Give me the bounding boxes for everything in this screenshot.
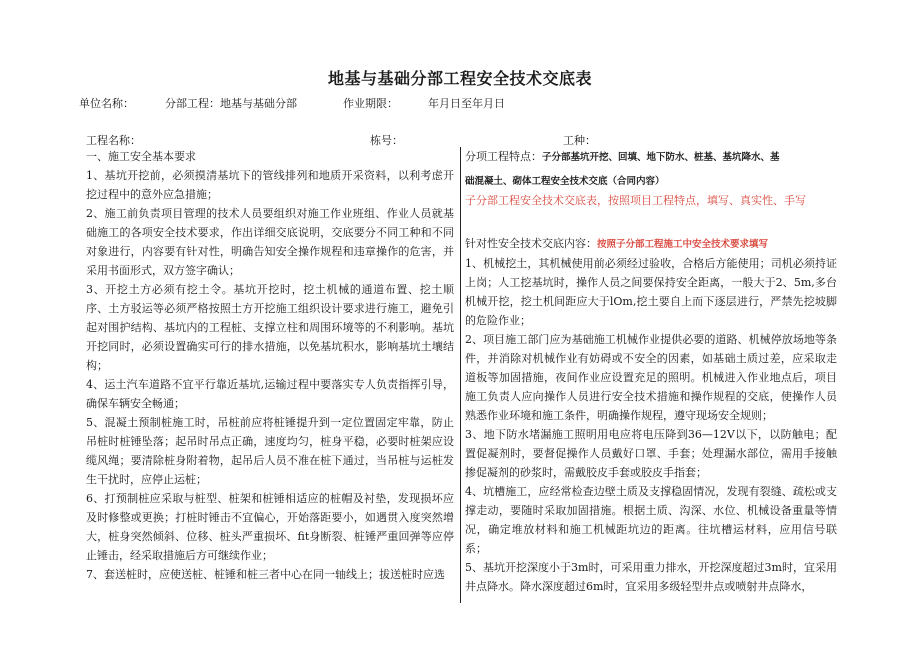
feature-text-1: 子分部基坑开挖、回填、地下防水、桩基、基坑降水、基 (542, 152, 780, 163)
left-paragraph: 6、打预制桩应采取与桩型、桩架和桩锤相适应的桩帽及衬垫，发现损坏应及时修整或更换；打桩时锤击不宜偏心，开始落距要小，如遇贯入度突然增大，桩身突然倾斜、位移、桩头严重损坏、fit身断裂、桩锤严重回弹等应停止锤击，经采取措施后方可继续作业； (86, 492, 454, 562)
section-title: 一、施工安全基本要求 (86, 150, 196, 163)
left-paragraph: 4、运土汽车道路不宜平行靠近基坑,运输过程中要落实专人负责指挥引导，确保车辆安全畅通； (86, 378, 454, 410)
sub-project-label: 分部工程：地基与基础分部 (165, 97, 297, 110)
period-value: 年月日至年月日 (428, 97, 505, 110)
right-paragraph: 4、坑槽施工，应经常检查边壁土质及支撑稳固情况，发现有裂缝、疏松或支撑走动，要随时采取加固措施。根据土质、沟深、水位、机械设备重量等情况，确定堆放材料和施工机械距坑边的距离。往坑槽运材料，应用信号联系； (465, 485, 837, 555)
project-name-label: 工程名称： (86, 134, 141, 147)
right-paragraph: 2、项目施工部门应为基础施工机械作业提供必要的道路、机械停放场地等条件，并消除对机械作业有妨碍或不安全的因素，如基础土质过差，应采取走道板等加固措施，夜间作业应设置充足的照明。机械进入作业地点后，项目施工负责人应向操作人员进行安全技术措施和操作规程的交底，使操作人员熟悉作业环境和施工条件，明确操作规程，遵守现场安全规则； (465, 333, 837, 422)
left-paragraph: 3、开挖土方必须有挖土令。基坑开挖时，挖土机械的通道布置、挖土顺序、土方驳运等必须严格按照土方开挖施工组织设计要求进行施工，避免引起对围护结构、基坑内的工程桩、支撑立柱和周围环境等的不利影响。基坑开挖同时，必须设置确实可行的排水措施，以免基坑积水，影响基坑土壤结构； (86, 283, 454, 372)
column-divider (460, 147, 461, 603)
right-paragraph: 1、机械挖土，其机械使用前必须经过验收，合格后方能使用；司机必须持证上岗；人工挖基坑时，操作人员之间要保持安全距离，一般大于2、5m,多台机械开挖，挖土机间距应大于lOm,挖土要自上而下逐层进行，严禁先挖坡脚的危险作业； (465, 257, 837, 327)
feature-note: 子分部工程安全技术交底表，按照项目工程特点，填写、真实性、手写 (465, 194, 806, 207)
right-column (465, 147, 837, 596)
feature-text-2: 础混凝土、砌体工程安全技术交底（合同内容） (465, 176, 665, 187)
page-title: 地基与基础分部工程安全技术交底表 (327, 69, 592, 88)
targeted-line (465, 234, 837, 254)
targeted-note: 按照子分部工程施工中安全技术要求填写 (597, 239, 769, 250)
left-paragraph: 1、基坑开挖前，必须摸清基坑下的管线排列和地质开采资料，以利考虑开挖过程中的意外应急措施； (86, 169, 454, 201)
building-no-label: 栋号： (370, 134, 403, 147)
targeted-label: 针对性安全技术交底内容： (465, 237, 597, 250)
period-label: 作业期限： (343, 97, 398, 110)
left-column (86, 147, 454, 584)
feature-line (465, 147, 837, 167)
left-paragraph: 2、施工前负责项目管理的技术人员要组织对施工作业班组、作业人员就基础施工的各项安全技术要求，作出详细交底说明，交底要分不同工种和不同对象进行，内容要有针对性，明确告知安全操作规程和违章操作的危害，并采用书面形式，双方签字确认； (86, 207, 454, 277)
right-paragraph: 3、地下防水堵漏施工照明用电应将电压降到36—12V以下，以防触电；配置促凝剂时，要督促操作人员戴好口罩、手套；处理漏水部位，需用手接触掺促凝剂的砂浆时，需戴胶皮手套或胶皮手指套； (465, 428, 837, 479)
work-type-label: 工种： (563, 134, 596, 147)
right-paragraph: 5、基坑开挖深度小于3m时，可采用重力排水，开挖深度超过3m时，宜采用井点降水。降水深度超过6m时，宜采用多级轻型井点或喷射井点降水， (465, 561, 837, 593)
unit-name-label: 单位名称： (79, 97, 134, 110)
left-paragraph: 5、混凝土预制桩施工时，吊桩前应将桩锤提升到一定位置固定牢靠，防止吊桩时桩锤坠落；起吊时吊点正确，速度均匀，桩身平稳，必要时桩架应设缆风绳；要清除桩身附着物，起吊后人员不准在桩下通过，当吊桩与运桩发生干扰时，应停止运桩； (86, 416, 454, 486)
left-paragraph: 7、套送桩时，应使送桩、桩锤和桩三者中心在同一轴线上；拔送桩时应选 (86, 568, 445, 581)
feature-label: 分项工程特点： (465, 150, 542, 163)
